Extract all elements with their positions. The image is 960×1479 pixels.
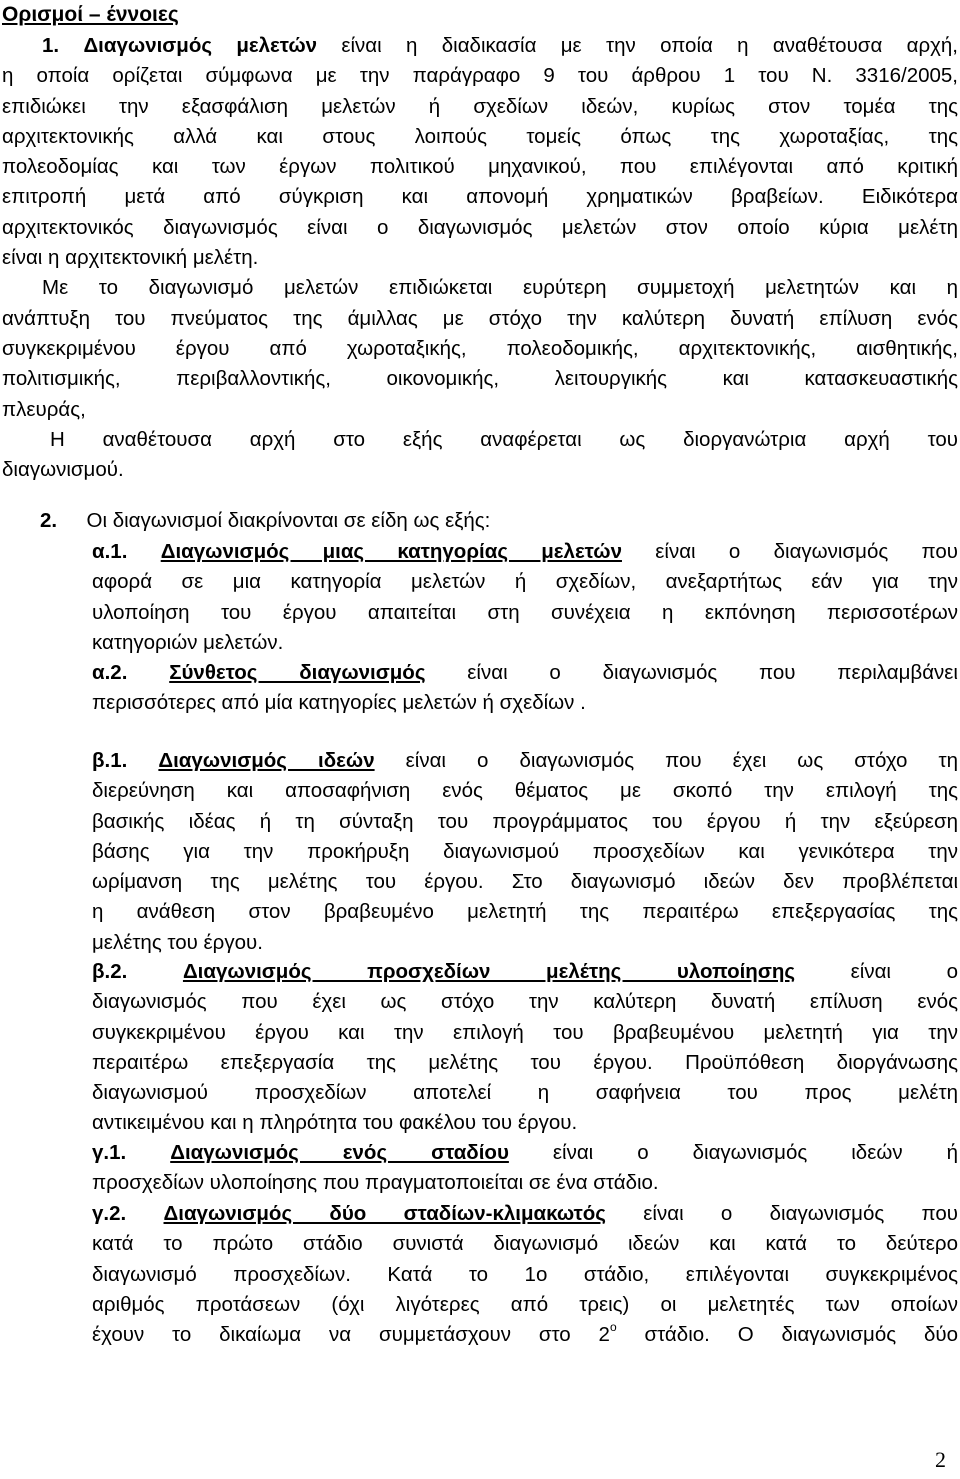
item-first-line: είναι ο διαγωνισμός που έχει ως στόχο τη bbox=[374, 749, 958, 772]
section-1-line: είναι η αρχιτεκτονική μελέτη. bbox=[2, 246, 259, 270]
item-line: περαιτέρω επεξεργασία της μελέτης του έργου. Προϋπόθεση διοργάνωσης bbox=[92, 1050, 958, 1074]
item-line: υλοποίηση του έργου απαιτείται στη συνέχεια η εκπόνηση περισσοτέρων bbox=[92, 600, 958, 624]
item-term: Διαγωνισμός δύο σταδίων-κλιμακωτός bbox=[163, 1202, 606, 1225]
item-label: α.2. bbox=[92, 661, 128, 684]
item-line: η ανάθεση στον βραβευμένο μελετητή της περαιτέρω επεξεργασίας της bbox=[92, 900, 958, 924]
section-1-para2-line: πλευράς, bbox=[2, 397, 86, 421]
section-1-para2-line: Με το διαγωνισμό μελετών επιδιώκεται ευρύτερη συμμετοχή μελετητών και η bbox=[42, 276, 958, 300]
item-c1 bbox=[92, 1138, 958, 1199]
item-line: κατά το πρώτο στάδιο συνιστά διαγωνισμό ιδεών και κατά το δεύτερο bbox=[92, 1232, 958, 1256]
item-tail-before: έχουν το δικαίωμα να συμμετάσχουν στο 2 bbox=[92, 1323, 610, 1347]
section-1-line: η οποία ορίζεται σύμφωνα με την παράγραφο 9 του άρθρου 1 του Ν. 3316/2005, bbox=[2, 64, 958, 88]
item-label: γ.1. bbox=[92, 1141, 127, 1164]
item-line: αριθμός προτάσεων (όχι λιγότερες από τρεις) οι μελετητές των οποίων bbox=[92, 1292, 958, 1316]
section-1-line: επιτροπή μετά από σύγκριση και απονομή χρηματικών βραβείων. Ειδικότερα bbox=[2, 185, 958, 209]
item-line: διαγωνισμός που έχει ως στόχο την καλύτερη δυνατή επίλυση ενός bbox=[92, 990, 958, 1014]
item-term: Διαγωνισμός ενός σταδίου bbox=[170, 1141, 509, 1164]
item-term: Σύνθετος διαγωνισμός bbox=[169, 661, 426, 684]
section-1-para3-line: Η αναθέτουσα αρχή στο εξής αναφέρεται ως διοργανώτρια αρχή του bbox=[50, 427, 958, 451]
item-label: α.1. bbox=[92, 540, 128, 563]
section-1-line: επιδιώκει την εξασφάλιση μελετών ή σχεδίων ιδεών, κυρίως στον τομέα της bbox=[2, 94, 958, 118]
section-1-para3-line: διαγωνισμού. bbox=[2, 458, 124, 482]
item-line: αντικειμένου και η πληρότητα του φακέλου του έργου. bbox=[92, 1111, 578, 1135]
item-term: Διαγωνισμός μιας κατηγορίας μελετών bbox=[160, 540, 622, 563]
item-first-line: είναι ο διαγωνισμός που bbox=[621, 540, 958, 563]
section-1-number: 1. bbox=[42, 34, 60, 57]
item-label: β.2. bbox=[92, 960, 128, 983]
section-1-para2-line: συγκεκριμένου έργου από χωροταξικής, πολεοδομικής, αρχιτεκτονικής, αισθητικής, bbox=[2, 336, 958, 360]
section-1-para2-line: ανάπτυξη του πνεύματος της άμιλλας με στόχο την καλύτερη δυνατή επίλυση ενός bbox=[2, 306, 958, 330]
item-first-line: είναι ο διαγωνισμός ιδεών ή bbox=[508, 1141, 958, 1164]
item-label: γ.2. bbox=[92, 1202, 127, 1225]
item-line: προσχεδίων υλοποίησης που πραγματοποιείται σε ένα στάδιο. bbox=[92, 1171, 659, 1195]
item-line: μελέτης του έργου. bbox=[92, 930, 263, 954]
item-tail-after: στάδιο. Ο διαγωνισμός δύο bbox=[616, 1323, 958, 1347]
item-line: περισσότερες από μία κατηγορίες μελετών ή σχεδίων . bbox=[92, 691, 586, 715]
item-term: Διαγωνισμός ιδεών bbox=[158, 749, 375, 772]
item-b1 bbox=[92, 746, 958, 958]
item-line: κατηγοριών μελετών. bbox=[92, 630, 284, 654]
item-line: διαγωνισμό προσχεδίων. Κατά το 1ο στάδιο, επιλέγονται συγκεκριμένος bbox=[92, 1262, 958, 1286]
page-heading: Ορισμοί – έννοιες bbox=[2, 3, 179, 26]
section-1-line: αρχιτεκτονικός διαγωνισμός είναι ο διαγωνισμός μελετών στον οποίο κύρια μελέτη bbox=[2, 215, 958, 239]
item-line: διαγωνισμού προσχεδίων αποτελεί η σαφήνεια του προς μελέτη bbox=[92, 1081, 958, 1105]
item-label: β.1. bbox=[92, 749, 128, 772]
item-term: Διαγωνισμός προσχεδίων μελέτης υλοποίησης bbox=[182, 960, 796, 983]
section-1-line: είναι η διαδικασία με την οποία η αναθέτουσα αρχή, bbox=[317, 34, 958, 57]
item-tail-superscript: ο bbox=[609, 1320, 617, 1335]
item-line: συγκεκριμένου έργου και την επιλογή του βραβευμένου μελετητή για την bbox=[92, 1020, 958, 1044]
section-1 bbox=[2, 31, 958, 485]
item-a1 bbox=[92, 537, 958, 658]
item-line-last bbox=[92, 1320, 958, 1350]
item-first-line: είναι ο διαγωνισμός που bbox=[605, 1202, 959, 1225]
item-c2 bbox=[92, 1199, 958, 1350]
section-1-line: πολεοδομίας και των έργων πολιτικού μηχανικού, που επιλέγονται από κριτική bbox=[2, 155, 958, 179]
page-number: 2 bbox=[935, 1447, 946, 1472]
item-line: αφορά σε μια κατηγορία μελετών ή σχεδίων, ανεξαρτήτως εάν για την bbox=[92, 570, 958, 594]
item-a2 bbox=[92, 658, 958, 719]
item-first-line: είναι ο διαγωνισμός που περιλαμβάνει bbox=[425, 661, 958, 684]
item-line: βασικής ιδέας ή τη σύνταξη του προγράμματος του έργου ή την εξεύρεση bbox=[92, 809, 958, 833]
item-line: βάσης για την προκήρυξη διαγωνισμού προσχεδίων και γενικότερα την bbox=[92, 839, 958, 863]
item-line: ωρίμανση της μελέτης του έργου. Στο διαγωνισμό ιδεών δεν προβλέπεται bbox=[92, 870, 958, 894]
section-2-heading bbox=[40, 506, 940, 536]
item-first-line: είναι ο bbox=[795, 960, 959, 983]
item-line: διερεύνηση και αποσαφήνιση ενός θέματος με σκοπό την επιλογή της bbox=[92, 779, 958, 803]
item-b2 bbox=[92, 957, 958, 1139]
section-1-para2-line: πολιτισμικής, περιβαλλοντικής, οικονομικής, λειτουργικής και κατασκευαστικής bbox=[2, 367, 958, 391]
section-1-term: Διαγωνισμός μελετών bbox=[83, 34, 318, 57]
section-2-intro: Οι διαγωνισμοί διακρίνονται σε είδη ως εξής: bbox=[86, 509, 491, 532]
section-2-number: 2. bbox=[40, 509, 58, 532]
section-1-line: αρχιτεκτονικής αλλά και στους λοιπούς τομείς όπως της χωροταξίας, της bbox=[2, 124, 958, 148]
